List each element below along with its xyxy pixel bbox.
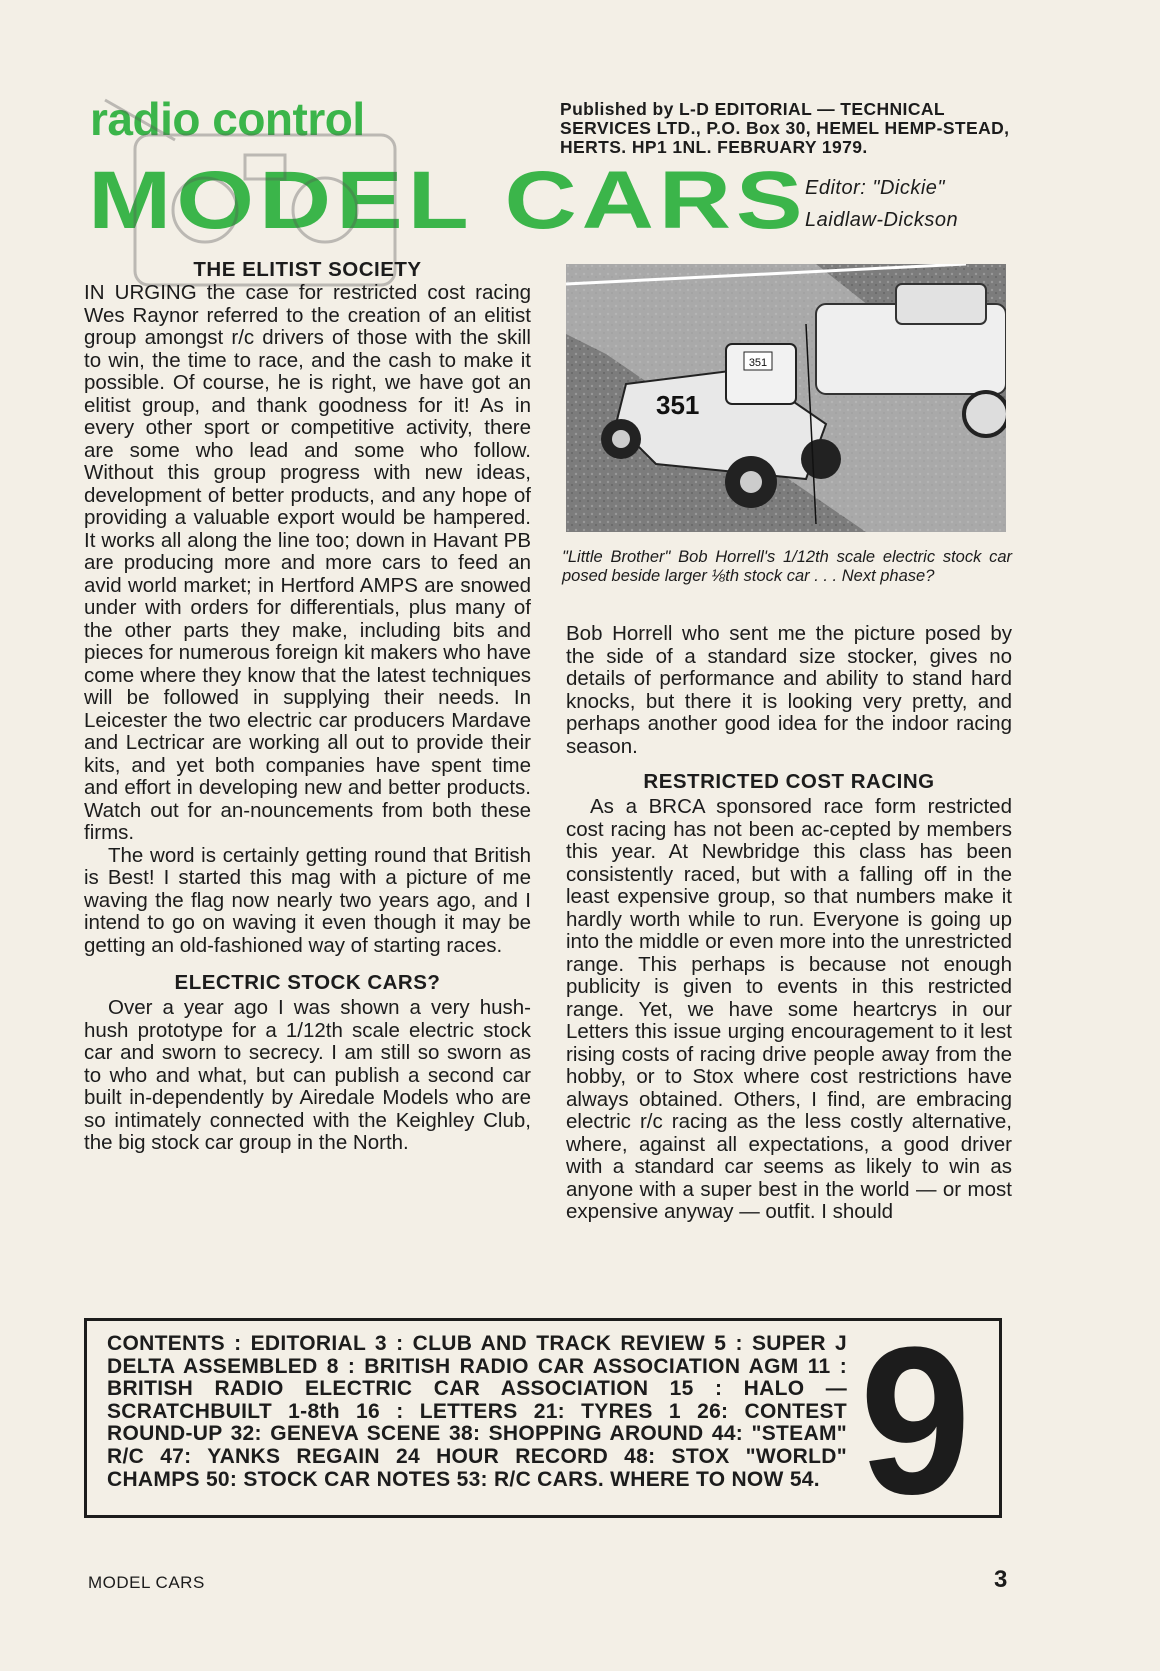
heading-electric-stock-cars: ELECTRIC STOCK CARS? [174,971,441,994]
left-column [84,258,531,1155]
paragraph: The word is certainly getting round that British is Best! I started this mag with a picture of me waving the flag now nearly two years ago, and I intend to go on waving it even though it may be getting an old-fashioned way of starting races. [84,843,531,957]
paragraph: Bob Horrell who sent me the picture posed by the side of a standard size stocker, gives no details of performance and ability to stand hard knocks, but there it is looking very pretty, and perhaps another good idea for the indoor racing season. [566,622,1012,758]
paragraph: As a BRCA sponsored race form restricted cost racing has not been ac-cepted by members this year. At Newbridge this class has been consistently raced, but with a falling off in the least expensive group, so that numbers make it hardly worth while to run. Everyone is going up into the middle or even more into the unrestricted range. This perhaps is because not enough publicity is given to events in this restricted range. Yet, we have some heartcrys in our Letters this issue urging encouragement to it lest rising costs of racing drive people away from the hobby, or to Stox where cost restrictions have always obtained. Others, I find, are embracing electric r/c racing as the less costly alternative, where, against all expectations, a good driver with a standard car seems as likely to win as anyone with a super best in the world — or most expensive anyway — outfit. I should [566,795,1012,1223]
heading-elitist-society: THE ELITIST SOCIETY [193,258,422,281]
stock-car-illustration [566,264,1006,532]
side-number: 351 [656,390,700,420]
publisher-info: Published by L-D EDITORIAL — TECHNICAL SERVICES LTD., P.O. Box 30, HEMEL HEMP-STEAD, HERTS. HP1 1NL. FEBRUARY 1979. [560,99,1010,157]
page-number: 3 [994,1566,1008,1593]
stock-car-photo [566,264,1006,532]
paragraph: Over a year ago I was shown a very hush-hush prototype for a 1/12th scale electric stock car and sworn to secrecy. I am still so sworn as to who and what, but can publish a second car built in-dependently by Airedale Models who are so intimately connected with the Keighley Club, the big stock car group in the North. [84,996,531,1154]
contents-box [84,1303,1002,1538]
roof-number: 351 [748,357,768,369]
editor-line-1: Editor: "Dickie" [805,177,946,199]
masthead-title: MODEL CARS [88,155,808,246]
right-column [566,623,1012,1224]
photo-caption: "Little Brother" Bob Horrell's 1/12th scale electric stock car posed beside larger ⅛th stock car . . . Next phase? [562,548,1012,585]
issue-number: 9 [860,1303,971,1538]
masthead-subtitle: radio control [90,93,365,145]
editor-credit [805,172,1005,236]
editor-line-2: Laidlaw-Dickson [805,209,959,231]
heading-restricted-cost-racing: RESTRICTED COST RACING [643,770,935,793]
footer-title: MODEL CARS [88,1573,205,1592]
contents-list: CONTENTS : EDITORIAL 3 : CLUB AND TRACK REVIEW 5 : SUPER J DELTA ASSEMBLED 8 : BRITISH RADIO CAR ASSOCIATION AGM 11 : BRITISH RADIO ELECTRIC CAR ASSOCIATION 15 : HALO — SCRATCHBUILT 1-8th 16 : LETTERS 21: TYRES 1 26: CONTEST ROUND-UP 32: GENEVA SCENE 38: SHOPPING AROUND 44: "STEAM" R/C 47: YANKS REGAIN 24 HOUR RECORD 48: STOX "WORLD" CHAMPS 50: STOCK CAR NOTES 53: R/C CARS. WHERE TO NOW 54. [107,1332,847,1491]
paragraph: IN URGING the case for restricted cost racing Wes Raynor referred to the creation of an elitist group amongst r/c drivers of those with the skill to win, the time to race, and the cash to make it possible. Of course, he is right, we have got an elitist group, and thank goodness for it! As in every other sport or competitive activity, there are some who lead and some who follow. Without this group progress with new ideas, development of better products, and any hope of providing a valuable export would be hampered. It works all along the line too; down in Havant PB are producing more and more cars to feed an avid world market; in Hertford AMPS are snowed under with orders for differentials, plus many of the other parts they make, including bits and pieces for numerous foreign kit makers who have come where they know that the latest techniques will be followed in supplying their needs. In Leicester the two electric car producers Mardave and Lectricar are working all out to provide their kits, and yet both companies have spent time and effort in developing new and better products. Watch out for an-nouncements from both these firms. [84,281,531,844]
